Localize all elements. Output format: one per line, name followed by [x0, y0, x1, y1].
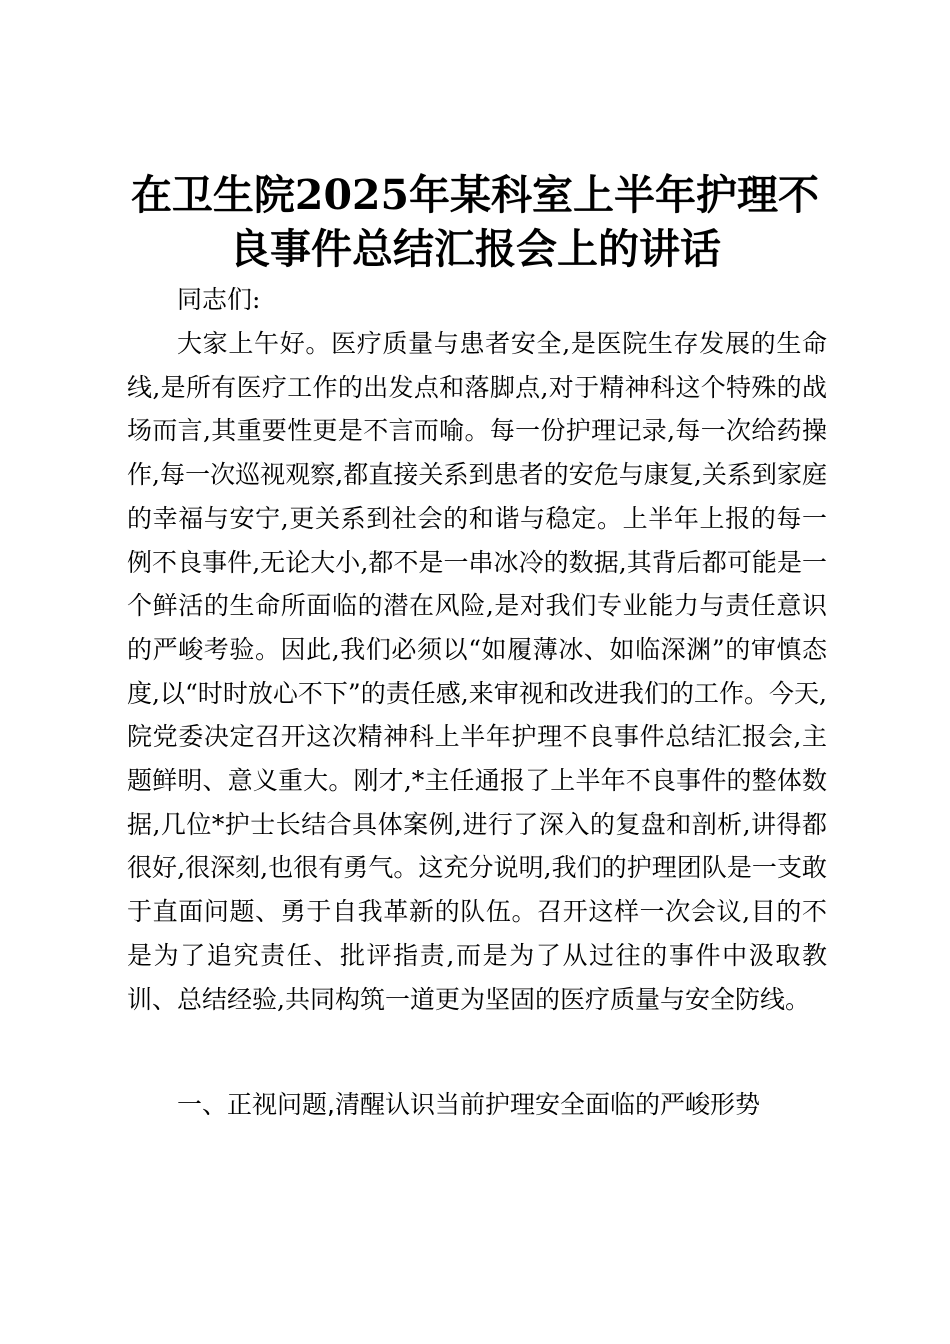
- document-title: 在卫生院2025年某科室上半年护理不良事件总结汇报会上的讲话: [130, 171, 820, 273]
- salutation: 同志们:: [177, 285, 261, 314]
- body-paragraph: 大家上午好。医疗质量与患者安全,是医院生存发展的生命线,是所有医疗工作的出发点和落脚点,对于精神科这个特殊的战场而言,其重要性更是不言而喻。每一份护理记录,每一次给药操作,每一次巡视观察,都直接关系到患者的安危与康复,关系到家庭的幸福与安宁,更关系到社会的和谐与稳定。上半年上报的每一例不良事件,无论大小,都不是一串冰冷的数据,其背后都可能是一个鲜活的生命所面临的潜在风险,是对我们专业能力与责任意识的严峻考验。因此,我们必须以“如履薄冰、如临深渊”的审慎态度,以“时时放心不下”的责任感,来审视和改进我们的工作。今天,院党委决定召开这次精神科上半年护理不良事件总结汇报会,主题鲜明、意义重大。刚才,*主任通报了上半年不良事件的整体数据,几位*护士长结合具体案例,进行了深入的复盘和剖析,讲得都很好,很深刻,也很有勇气。这充分说明,我们的护理团队是一支敢于直面问题、勇于自我革新的队伍。召开这样一次会议,目的不是为了追究责任、批评指责,而是为了从过往的事件中汲取教训、总结经验,共同构筑一道更为坚固的医疗质量与安全防线。: [127, 329, 827, 1014]
- section-heading: 一、正视问题,清醒认识当前护理安全面临的严峻形势: [177, 1090, 760, 1119]
